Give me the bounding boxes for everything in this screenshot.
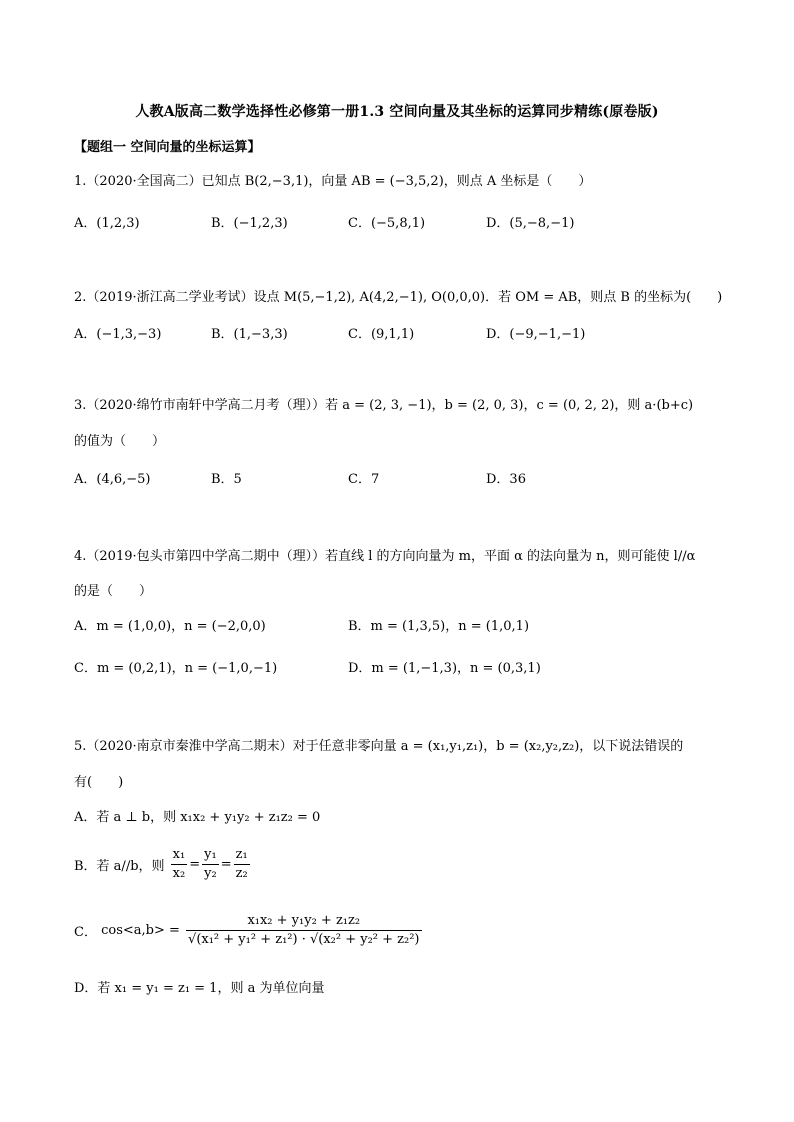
fraction-x (171, 846, 188, 883)
question-5-option-c (74, 912, 424, 949)
question-4-option-a: A．m = (1,0,0)，n = (−2,0,0) (74, 619, 266, 634)
question-3-stem: 3.（2020·绵竹市南轩中学高二月考（理））若 a = (2, 3, −1)，b = (2, 0, 3)，c = (0, 2, 2)，则 a·(b+c) (74, 398, 694, 413)
question-2-option-d: D．(−9,−1,−1) (486, 327, 586, 342)
fraction-z-denominator: z₂ (235, 866, 248, 881)
question-3-option-d: D．36 (486, 472, 526, 487)
page-title: 人教A版高二数学选择性必修第一册1.3 空间向量及其坐标的运算同步精练(原卷版) (135, 104, 659, 120)
question-1-stem: 1.（2020·全国高二）已知点 B(2,−3,1)，向量 AB = (−3,5,2)，则点 A 坐标是（ ） (74, 174, 592, 189)
question-5-stem: 5.（2020·南京市秦淮中学高二期末）对于任意非零向量 a = (x₁,y₁,z₁)，b = (x₂,y₂,z₂)，以下说法错误的 (74, 739, 684, 754)
fraction-x-denominator: x₂ (172, 866, 186, 881)
cosine-denominator: √(x₁² + y₁² + z₁²) · √(x₂² + y₂² + z₂²) (188, 932, 420, 947)
option-c-prefix: C． (74, 925, 97, 940)
question-1-option-b: B．(−1,2,3) (211, 216, 288, 231)
section-heading: 【题组一 空间向量的坐标运算】 (74, 140, 261, 155)
question-5-stem-continued: 有( ) (74, 775, 124, 790)
question-4-option-b: B．m = (1,3,5)，n = (1,0,1) (348, 619, 530, 634)
question-1-option-d: D．(5,−8,−1) (486, 216, 575, 231)
question-3-option-a: A．(4,6,−5) (74, 472, 151, 487)
question-3-option-b: B．5 (211, 472, 242, 487)
fraction-y (202, 846, 219, 883)
cosine-lhs: cos<a,b> = (101, 923, 180, 938)
cosine-numerator: x₁x₂ + y₁y₂ + z₁z₂ (186, 912, 421, 931)
question-4-option-c: C．m = (0,2,1)，n = (−1,0,−1) (74, 661, 278, 676)
question-4-stem: 4.（2019·包头市第四中学高二期中（理））若直线 l 的方向向量为 m，平面 α 的法向量为 n，则可能使 l//α (74, 549, 696, 564)
question-2-stem: 2.（2019·浙江高二学业考试）设点 M(5,−1,2), A(4,2,−1), O(0,0,0)．若 OM = AB，则点 B 的坐标为( ) (74, 290, 723, 305)
question-3-stem-continued: 的值为（ ） (74, 434, 166, 449)
fraction-x-numerator: x₁ (171, 846, 188, 865)
equals-sign: = (220, 857, 232, 872)
question-1-option-c: C．(−5,8,1) (348, 216, 426, 231)
question-1-option-a: A．(1,2,3) (74, 216, 140, 231)
equals-sign: = (189, 857, 201, 872)
fraction-y-denominator: y₂ (204, 866, 217, 881)
question-4-option-d: D．m = (1,−1,3)，n = (0,3,1) (348, 661, 541, 676)
question-4-stem-continued: 的是（ ） (74, 584, 153, 599)
question-5-option-a: A．若 a ⊥ b，则 x₁x₂ + y₁y₂ + z₁z₂ = 0 (74, 810, 321, 825)
fraction-z-numerator: z₁ (234, 846, 250, 865)
option-b-prefix: B．若 a//b，则 (74, 859, 165, 874)
cosine-fraction (186, 912, 421, 949)
question-2-option-b: B．(1,−3,3) (211, 327, 288, 342)
question-2-option-c: C．(9,1,1) (348, 327, 415, 342)
question-5-option-d: D．若 x₁ = y₁ = z₁ = 1，则 a 为单位向量 (74, 981, 325, 996)
question-3-option-c: C．7 (348, 472, 380, 487)
fraction-z (234, 846, 250, 883)
question-5-option-b (74, 846, 252, 883)
question-2-option-a: A．(−1,3,−3) (74, 327, 162, 342)
fraction-y-numerator: y₁ (202, 846, 219, 865)
